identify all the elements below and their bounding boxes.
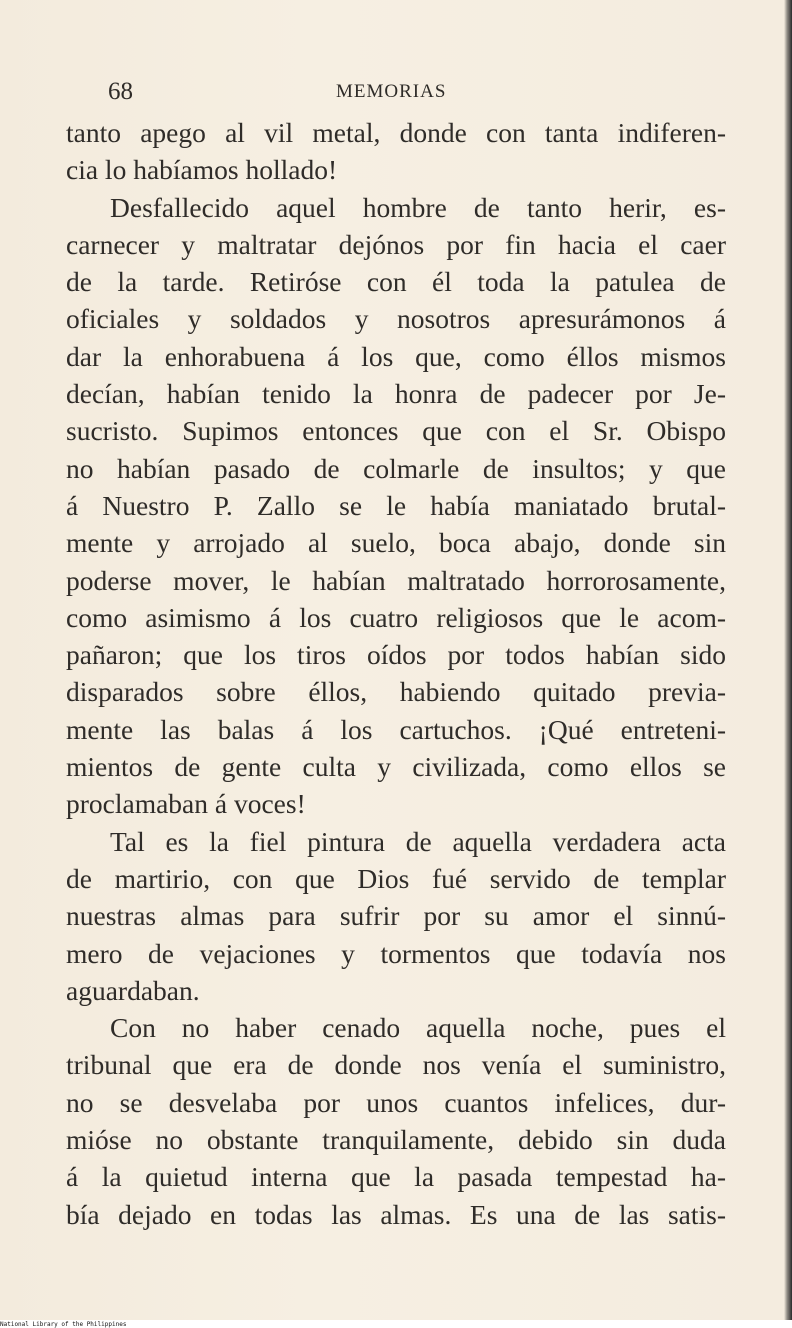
text-line: tanto apego al vil metal, donde con tanta indiferen-: [66, 117, 726, 148]
text-line: de martirio, con que Dios fué servido de templar: [66, 862, 726, 894]
text-line: oficiales y soldados y nosotros apresurámonos á: [66, 303, 726, 335]
text-line: pañaron; que los tiros oídos por todos habían sido: [66, 639, 726, 671]
text-line: carnecer y maltratar dejónos por fin hacia el caer: [66, 228, 726, 260]
running-title: MEMORIAS: [336, 81, 447, 102]
text-line: no se desvelaba por unos cuantos infelices, dur-: [66, 1086, 726, 1118]
text-line: Con no haber cenado aquella noche, pues el: [110, 1012, 726, 1044]
text-line: Tal es la fiel pintura de aquella verdadera acta: [110, 825, 726, 857]
text-line: á la quietud interna que la pasada tempestad ha-: [66, 1161, 726, 1193]
text-line: de la tarde. Retiróse con él toda la patulea de: [66, 266, 726, 298]
text-line: aguardaban.: [66, 974, 200, 1006]
text-line: dar la enhorabuena á los que, como éllos mismos: [66, 340, 726, 372]
text-line: Desfallecido aquel hombre de tanto herir, es-: [110, 191, 726, 223]
text-line: sucristo. Supimos entonces que con el Sr. Obispo: [66, 415, 726, 447]
text-line: mente las balas á los cartuchos. ¡Qué entreteni-: [66, 713, 726, 745]
text-line: á Nuestro P. Zallo se le había maniatado brutal-: [66, 489, 726, 521]
page-header: [0, 78, 792, 108]
text-line: poderse mover, le habían maltratado horrorosamente,: [66, 564, 726, 596]
text-line: bía dejado en todas las almas. Es una de las satis-: [66, 1198, 726, 1230]
text-line: disparados sobre éllos, habiendo quitado previa-: [66, 676, 726, 708]
text-line: decían, habían tenido la honra de padecer por Je-: [66, 378, 726, 410]
page-edge-shadow: [784, 0, 792, 1320]
page-number: 68: [108, 78, 133, 105]
text-line: proclamaban á voces!: [66, 788, 306, 820]
library-credit: National Library of the Philippines: [0, 1321, 127, 1328]
body-text: [66, 114, 726, 1233]
text-line: mente y arrojado al suelo, boca abajo, donde sin: [66, 527, 726, 559]
text-line: cia lo habíamos hollado!: [66, 154, 338, 186]
text-line: mero de vejaciones y tormentos que todavía nos: [66, 937, 726, 969]
text-line: nuestras almas para sufrir por su amor el sinnú-: [66, 900, 726, 932]
text-line: mióse no obstante tranquilamente, debido sin duda: [66, 1124, 726, 1156]
text-line: mientos de gente culta y civilizada, como ellos se: [66, 751, 726, 783]
text-line: tribunal que era de donde nos venía el suministro,: [66, 1049, 726, 1081]
text-line: como asimismo á los cuatro religiosos que le acom-: [66, 601, 726, 633]
text-line: no habían pasado de colmarle de insultos; y que: [66, 452, 726, 484]
